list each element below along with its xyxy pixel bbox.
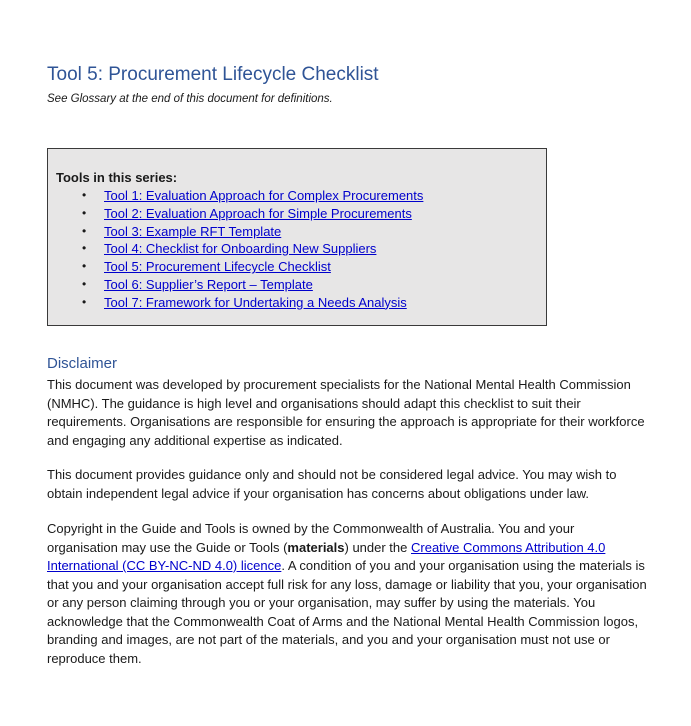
- copyright-text-part-3: . A condition of you and your organisation using the materials is that you and your organisation accept full risk for any loss, damage or liability that you, your organisation or any person claiming through you or your organisation, may suffer by using the materials. You acknowledge that the Commonwealth Coat of Arms and the National Mental Health Commission logos, branding and images, are not part of the materials, and you and your organisation must not use or reproduce them.: [47, 558, 647, 666]
- tool-6-link[interactable]: Tool 6: Supplier’s Report – Template: [104, 276, 313, 292]
- disclaimer-paragraph-1: This document was developed by procurement specialists for the National Mental Health Commission (NMHC). The guidance is high level and organisations should adapt this checklist to suit their requirements. Organisations are responsible for ensuring the approach is appropriate for their workforce and engaging any additional expertise as indicated.: [47, 377, 645, 448]
- list-item: [56, 223, 538, 241]
- page-title: Tool 5: Procurement Lifecycle Checklist: [47, 64, 379, 85]
- bullet-icon: •: [82, 259, 87, 274]
- bullet-icon: •: [82, 294, 87, 309]
- list-item: [56, 276, 538, 294]
- tool-5-link[interactable]: Tool 5: Procurement Lifecycle Checklist: [104, 259, 331, 275]
- copyright-paragraph: [47, 520, 647, 668]
- tool-3-link[interactable]: Tool 3: Example RFT Template: [104, 223, 282, 239]
- tool-2-link[interactable]: Tool 2: Evaluation Approach for Simple Procurements: [104, 205, 412, 221]
- bullet-icon: •: [82, 276, 87, 291]
- list-item: [56, 258, 538, 276]
- tool-7-link[interactable]: Tool 7: Framework for Undertaking a Needs Analysis: [104, 294, 407, 310]
- disclaimer-heading: Disclaimer: [47, 355, 118, 372]
- tools-series-box: [47, 148, 547, 326]
- licence-link[interactable]: Creative Commons Attribution 4.0 International (CC BY-NC-ND 4.0) licence: [47, 539, 606, 573]
- bullet-icon: •: [82, 205, 87, 220]
- bullet-icon: •: [82, 223, 87, 238]
- copyright-text-part-1: Copyright in the Guide and Tools is owned by the Commonwealth of Australia. You and your organisation may use the Guide or Tools (: [47, 521, 575, 555]
- disclaimer-paragraph-2: This document provides guidance only and should not be considered legal advice. You may wish to obtain independent legal advice if your organisation has concerns about obligations under law.: [47, 467, 617, 501]
- page-subtitle: See Glossary at the end of this document for definitions.: [47, 93, 333, 105]
- bullet-icon: •: [82, 241, 87, 256]
- list-item: [56, 240, 538, 258]
- tools-list: [56, 187, 538, 312]
- copyright-text-part-2: ) under the: [344, 539, 411, 555]
- tools-heading: Tools in this series:: [56, 170, 178, 185]
- tool-1-link[interactable]: Tool 1: Evaluation Approach for Complex Procurements: [104, 188, 424, 203]
- bullet-icon: •: [82, 188, 87, 202]
- tool-4-link[interactable]: Tool 4: Checklist for Onboarding New Suppliers: [104, 241, 377, 257]
- list-item: [56, 294, 538, 312]
- list-item: [56, 187, 538, 205]
- list-item: [56, 205, 538, 223]
- materials-term: materials: [287, 539, 345, 555]
